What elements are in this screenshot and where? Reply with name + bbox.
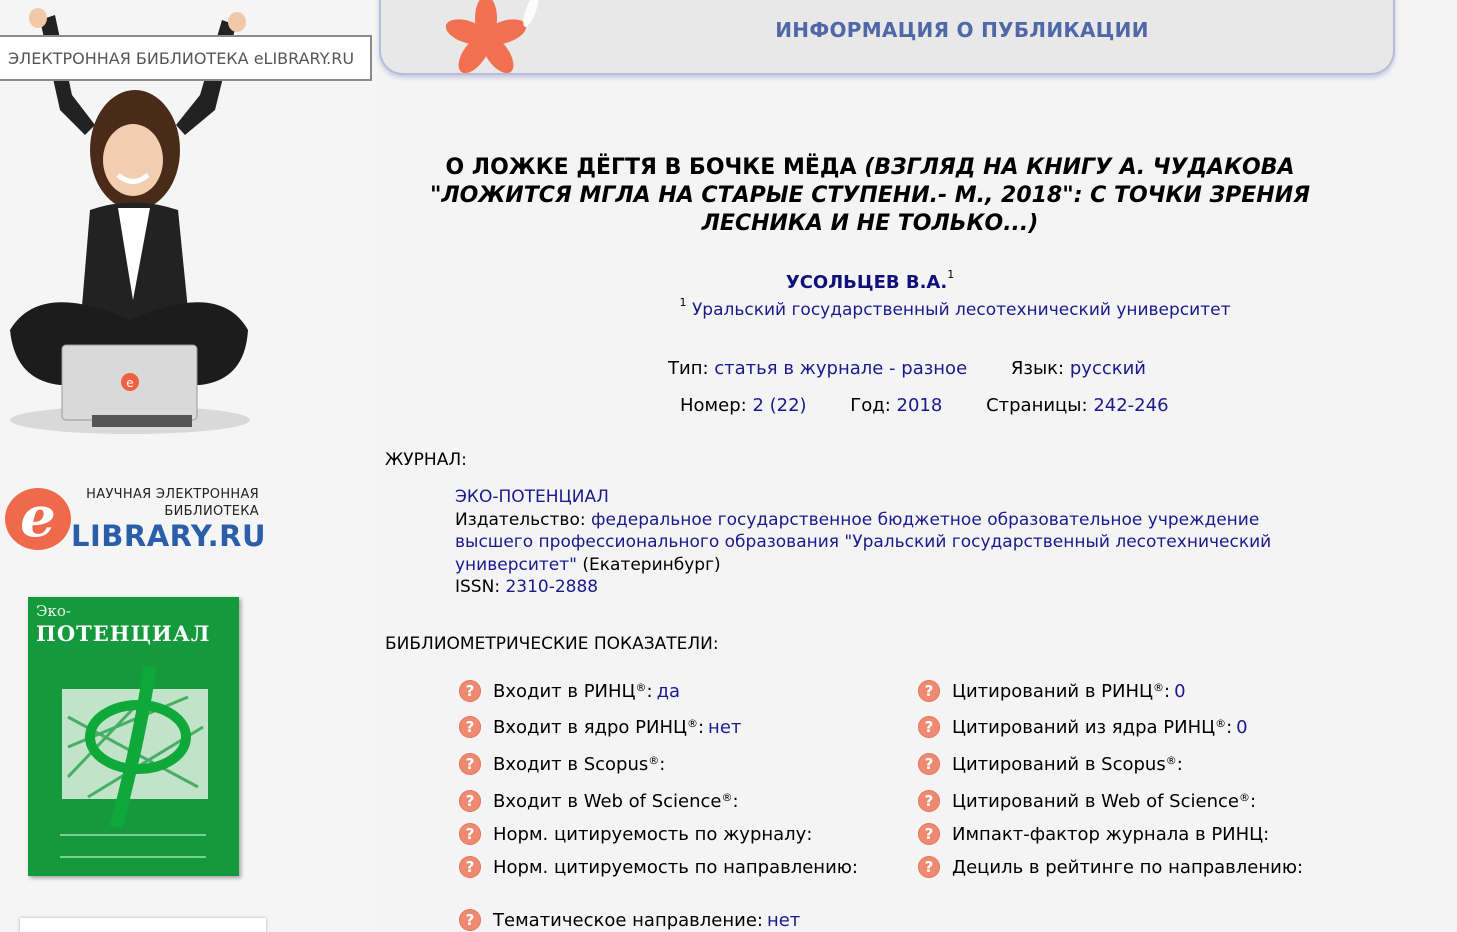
- indicator-label: Цитирований в РИНЦ: [952, 680, 1153, 702]
- affiliation: [380, 296, 1457, 320]
- elibrary-logo[interactable]: [5, 484, 265, 554]
- indicator-label: Входит в ядро РИНЦ: [493, 716, 687, 738]
- article-title: [420, 154, 1320, 238]
- logo-e-icon: e: [5, 488, 71, 550]
- number-label: Номер:: [680, 395, 747, 416]
- indicator-row: [459, 823, 812, 845]
- indicator-row: [918, 790, 1256, 812]
- type-value: статья в журнале - разное: [714, 358, 968, 379]
- logo-caption: НАУЧНАЯ ЭЛЕКТРОННАЯ БИБЛИОТЕКА: [86, 487, 259, 519]
- authors: [380, 268, 1360, 293]
- article-title-main: О ЛОЖКЕ ДЁГТЯ В БОЧКЕ МЁДА: [445, 155, 857, 180]
- help-icon[interactable]: ?: [459, 680, 481, 702]
- issn-link[interactable]: 2310-2888: [505, 577, 599, 597]
- help-icon[interactable]: ?: [459, 856, 481, 878]
- publisher-city: (Екатеринбург): [582, 554, 721, 575]
- indicator-label: Входит в Web of Science: [493, 790, 722, 812]
- svg-text:e: e: [126, 376, 134, 390]
- page-title: ИНФОРМАЦИЯ О ПУБЛИКАЦИИ: [775, 18, 1149, 42]
- pages-label: Страницы:: [986, 395, 1088, 416]
- site-banner[interactable]: ЭЛЕКТРОННАЯ БИБЛИОТЕКА eLIBRARY.RU: [0, 35, 372, 81]
- number-value[interactable]: 2 (22): [752, 395, 807, 416]
- indicator-colon: :: [1176, 753, 1183, 775]
- help-icon[interactable]: ?: [918, 856, 940, 878]
- journal-section-label: ЖУРНАЛ:: [385, 450, 467, 470]
- indicator-colon: :: [1163, 680, 1171, 702]
- registered-mark: ®: [1215, 716, 1227, 730]
- indicator-colon: :: [1226, 716, 1233, 738]
- indicator-colon: :: [697, 716, 705, 738]
- journal-name-link[interactable]: ЭКО-ПОТЕНЦИАЛ: [455, 487, 609, 507]
- cover-phi-graphic: [28, 657, 239, 876]
- author-affil-sup: 1: [947, 268, 955, 281]
- help-icon[interactable]: ?: [459, 909, 481, 931]
- indicator-row: [459, 856, 858, 878]
- registered-mark: ®: [1165, 753, 1177, 767]
- indicator-label: Входит в РИНЦ: [493, 680, 636, 702]
- lang-value: русский: [1069, 358, 1146, 379]
- indicator-colon: :: [1297, 856, 1304, 878]
- journal-block: [455, 486, 1315, 599]
- indicator-row: [459, 790, 739, 812]
- sidebar-next-block: [20, 918, 266, 932]
- indicator-colon: :: [1249, 790, 1257, 812]
- lang-label: Язык:: [1010, 358, 1065, 379]
- meta-row-type-lang: [668, 358, 1146, 379]
- indicator-label: Норм. цитируемость по журналу: [493, 823, 807, 845]
- year-value: 2018: [896, 395, 943, 416]
- meta-row-issue: [680, 395, 1169, 416]
- indicator-label: Входит в Scopus: [493, 753, 649, 775]
- issn-label: ISSN:: [455, 577, 501, 597]
- registered-mark: ®: [1238, 790, 1250, 804]
- help-icon[interactable]: ?: [918, 753, 940, 775]
- indicator-colon: :: [851, 856, 858, 878]
- indicator-row: [918, 753, 1183, 775]
- left-sidebar: [0, 0, 376, 928]
- affiliation-link[interactable]: Уральский государственный лесотехнический университет: [691, 300, 1231, 320]
- publisher-label: Издательство:: [455, 509, 586, 530]
- indicator-label: Импакт-фактор журнала в РИНЦ: [952, 823, 1264, 845]
- help-icon[interactable]: ?: [918, 823, 940, 845]
- indicator-row: [918, 680, 1186, 702]
- help-icon[interactable]: ?: [459, 790, 481, 812]
- indicator-label: Дециль в рейтинге по направлению: [952, 856, 1297, 878]
- indicator-row: [918, 716, 1248, 738]
- bibliometrics-section-label: БИБЛИОМЕТРИЧЕСКИЕ ПОКАЗАТЕЛИ:: [385, 634, 719, 654]
- indicator-label: Цитирований в Scopus: [952, 753, 1166, 775]
- type-label: Тип:: [668, 358, 709, 379]
- help-icon[interactable]: ?: [918, 790, 940, 812]
- indicator-value[interactable]: нет: [708, 716, 742, 738]
- help-icon[interactable]: ?: [918, 680, 940, 702]
- header-tab: [379, 0, 1395, 75]
- journal-cover[interactable]: [28, 597, 239, 876]
- indicator-colon: :: [806, 823, 813, 845]
- registered-mark: ®: [648, 753, 660, 767]
- indicator-colon: :: [1263, 823, 1270, 845]
- indicator-colon: :: [659, 753, 666, 775]
- registered-mark: ®: [686, 716, 698, 730]
- author-link[interactable]: УСОЛЬЦЕВ В.А.: [785, 272, 948, 293]
- affiliation-sup: 1: [679, 296, 687, 309]
- help-icon[interactable]: ?: [459, 716, 481, 738]
- indicator-label: Цитирований из ядра РИНЦ: [952, 716, 1216, 738]
- indicator-row: [918, 856, 1303, 878]
- help-icon[interactable]: ?: [918, 716, 940, 738]
- indicator-row: [459, 753, 665, 775]
- pages-value: 242-246: [1093, 395, 1169, 416]
- indicator-value[interactable]: 0: [1236, 716, 1248, 738]
- article-title-subtitle: (ВЗГЛЯД НА КНИГУ А. ЧУДАКОВА "ЛОЖИТСЯ МГЛА НА СТАРЫЕ СТУПЕНИ.- М., 2018": С ТОЧКИ ЗРЕНИЯ ЛЕСНИКА И НЕ ТОЛЬКО...): [429, 155, 1311, 236]
- indicator-label: Цитирований в Web of Science: [952, 790, 1239, 812]
- help-icon[interactable]: ?: [459, 753, 481, 775]
- indicator-value[interactable]: 0: [1174, 680, 1186, 702]
- thematic-label: Тематическое направление:: [493, 909, 763, 931]
- year-label: Год:: [850, 395, 891, 416]
- indicator-row: [459, 680, 680, 702]
- indicator-colon: :: [646, 680, 653, 702]
- registered-mark: ®: [635, 680, 647, 694]
- indicator-label: Норм. цитируемость по направлению: [493, 856, 852, 878]
- thematic-value[interactable]: нет: [766, 909, 801, 931]
- indicator-row: [918, 823, 1269, 845]
- registered-mark: ®: [1152, 680, 1164, 694]
- registered-mark: ®: [721, 790, 733, 804]
- help-icon[interactable]: ?: [459, 823, 481, 845]
- logo-brand: LIBRARY.RU: [71, 519, 266, 553]
- publisher-link[interactable]: федеральное государственное бюджетное образовательное учреждение высшего профессионального образования "Уральский государственный лесотехнический университет": [455, 509, 1272, 575]
- cover-small-title: Эко-: [36, 602, 71, 620]
- indicator-colon: :: [732, 790, 739, 812]
- indicator-row: [459, 716, 741, 738]
- indicator-value[interactable]: да: [656, 680, 681, 702]
- cover-big-title: ПОТЕНЦИАЛ: [36, 621, 211, 646]
